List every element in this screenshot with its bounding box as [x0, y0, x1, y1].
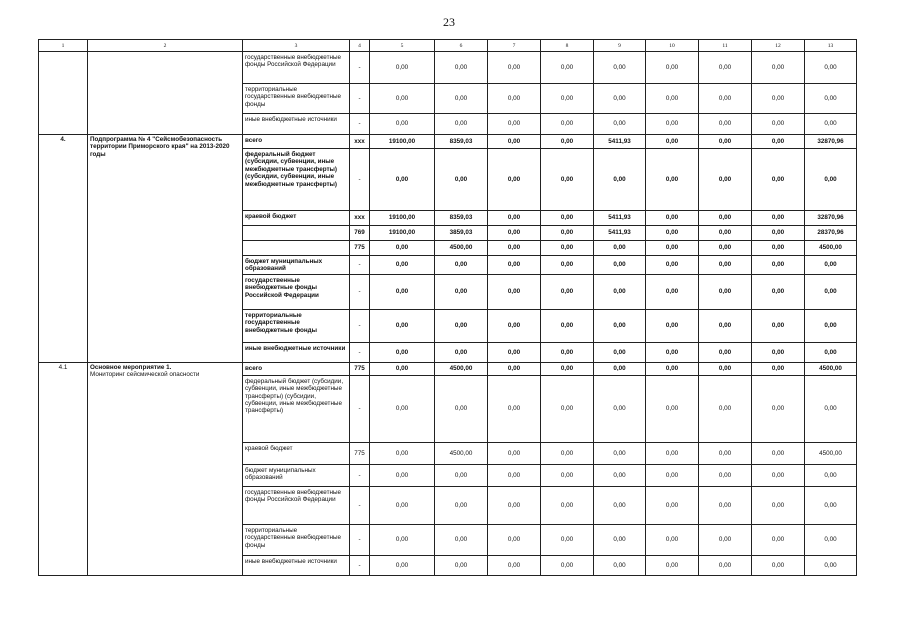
item-number	[39, 52, 88, 135]
value-cell: 0,00	[646, 135, 699, 149]
value-cell: 0,00	[541, 52, 594, 84]
value-cell: 0,00	[699, 226, 752, 241]
budget-code: -	[350, 84, 370, 114]
header-cell: 10	[646, 40, 699, 52]
value-cell: 4500,00	[435, 241, 488, 256]
value-cell: 0,00	[370, 241, 435, 256]
value-cell: 0,00	[805, 149, 857, 211]
funding-source: федеральный бюджет (субсидии, субвенции, иные межбюджетные трансферты) (субсидии, субвенции, иные межбюджетные трансферты)	[243, 375, 350, 442]
budget-code: -	[350, 486, 370, 524]
budget-code: 775	[350, 241, 370, 256]
item-number: 4.1	[39, 362, 88, 575]
value-cell: 0,00	[699, 442, 752, 464]
value-cell: 0,00	[699, 464, 752, 486]
value-cell: 0,00	[370, 309, 435, 342]
item-name	[88, 362, 243, 575]
value-cell: 0,00	[594, 84, 646, 114]
funding-source: иные внебюджетные источники	[243, 114, 350, 135]
value-cell: 0,00	[541, 114, 594, 135]
value-cell: 0,00	[370, 486, 435, 524]
value-cell: 0,00	[752, 241, 805, 256]
value-cell: 0,00	[752, 342, 805, 362]
funding-source: иные внебюджетные источники	[243, 555, 350, 575]
budget-code: ххх	[350, 211, 370, 226]
budget-code: 775	[350, 442, 370, 464]
value-cell: 0,00	[370, 362, 435, 375]
funding-source: государственные внебюджетные фонды Российской Федерации	[243, 486, 350, 524]
funding-source	[243, 241, 350, 256]
value-cell: 0,00	[699, 486, 752, 524]
value-cell: 0,00	[699, 52, 752, 84]
value-cell: 0,00	[646, 342, 699, 362]
value-cell: 0,00	[646, 362, 699, 375]
value-cell: 0,00	[752, 464, 805, 486]
funding-source: федеральный бюджет (субсидии, субвенции, иные межбюджетные трансферты) (субсидии, субвенции, иные межбюджетные трансферты)	[243, 149, 350, 211]
value-cell: 0,00	[646, 149, 699, 211]
value-cell: 0,00	[699, 362, 752, 375]
value-cell: 0,00	[646, 52, 699, 84]
header-row	[39, 40, 857, 52]
funding-source: территориальные государственные внебюджетные фонды	[243, 84, 350, 114]
value-cell: 0,00	[805, 486, 857, 524]
value-cell: 0,00	[435, 524, 488, 555]
value-cell: 0,00	[488, 555, 541, 575]
value-cell: 0,00	[699, 149, 752, 211]
header-cell: 13	[805, 40, 857, 52]
value-cell: 0,00	[488, 524, 541, 555]
budget-code: -	[350, 555, 370, 575]
funding-source	[243, 226, 350, 241]
header-cell: 11	[699, 40, 752, 52]
value-cell: 0,00	[805, 52, 857, 84]
value-cell: 0,00	[646, 486, 699, 524]
value-cell: 0,00	[752, 226, 805, 241]
header-cell: 9	[594, 40, 646, 52]
value-cell: 19100,00	[370, 226, 435, 241]
value-cell: 0,00	[805, 375, 857, 442]
value-cell: 0,00	[805, 256, 857, 275]
value-cell: 0,00	[541, 464, 594, 486]
value-cell: 0,00	[370, 524, 435, 555]
value-cell: 0,00	[699, 375, 752, 442]
funding-source: территориальные государственные внебюджетные фонды	[243, 524, 350, 555]
value-cell: 0,00	[488, 375, 541, 442]
value-cell: 0,00	[435, 114, 488, 135]
funding-source: бюджет муниципальных образований	[243, 256, 350, 275]
budget-code: -	[350, 524, 370, 555]
value-cell: 0,00	[541, 375, 594, 442]
value-cell: 0,00	[699, 211, 752, 226]
value-cell: 0,00	[752, 114, 805, 135]
value-cell: 8359,03	[435, 211, 488, 226]
value-cell: 0,00	[805, 84, 857, 114]
value-cell: 0,00	[435, 486, 488, 524]
value-cell: 0,00	[699, 342, 752, 362]
value-cell: 0,00	[752, 442, 805, 464]
funding-source: краевой бюджет	[243, 211, 350, 226]
value-cell: 0,00	[488, 241, 541, 256]
value-cell: 0,00	[752, 524, 805, 555]
value-cell: 0,00	[541, 256, 594, 275]
value-cell: 32870,96	[805, 135, 857, 149]
value-cell: 0,00	[805, 555, 857, 575]
value-cell: 0,00	[646, 442, 699, 464]
value-cell: 0,00	[488, 114, 541, 135]
value-cell: 0,00	[594, 241, 646, 256]
value-cell: 0,00	[752, 274, 805, 309]
value-cell: 0,00	[646, 84, 699, 114]
value-cell: 4500,00	[805, 362, 857, 375]
value-cell: 0,00	[594, 114, 646, 135]
funding-source: краевой бюджет	[243, 442, 350, 464]
value-cell: 0,00	[370, 52, 435, 84]
item-name-text: Подпрограмма № 4 "Сейсмобезопасность территории Приморского края" на 2013-2020 годы	[90, 136, 230, 158]
value-cell: 8359,03	[435, 135, 488, 149]
value-cell: 0,00	[752, 309, 805, 342]
budget-code: -	[350, 375, 370, 442]
value-cell: 0,00	[488, 149, 541, 211]
value-cell: 19100,00	[370, 211, 435, 226]
value-cell: 5411,93	[594, 226, 646, 241]
value-cell: 0,00	[805, 524, 857, 555]
value-cell: 0,00	[488, 342, 541, 362]
header-cell: 5	[370, 40, 435, 52]
value-cell: 19100,00	[370, 135, 435, 149]
value-cell: 4500,00	[435, 362, 488, 375]
budget-code: -	[350, 464, 370, 486]
value-cell: 0,00	[646, 226, 699, 241]
value-cell: 0,00	[541, 362, 594, 375]
value-cell: 0,00	[370, 114, 435, 135]
item-name	[88, 52, 243, 135]
value-cell: 0,00	[488, 464, 541, 486]
budget-code: 769	[350, 226, 370, 241]
value-cell: 0,00	[370, 555, 435, 575]
table-body	[39, 40, 857, 576]
header-cell: 8	[541, 40, 594, 52]
budget-code: -	[350, 274, 370, 309]
value-cell: 28370,96	[805, 226, 857, 241]
value-cell: 4500,00	[435, 442, 488, 464]
value-cell: 0,00	[752, 256, 805, 275]
value-cell: 0,00	[541, 309, 594, 342]
value-cell: 0,00	[805, 274, 857, 309]
value-cell: 0,00	[752, 52, 805, 84]
value-cell: 0,00	[370, 149, 435, 211]
item-name-text: Основное мероприятие 1.	[90, 363, 172, 371]
value-cell: 0,00	[805, 309, 857, 342]
value-cell: 0,00	[752, 84, 805, 114]
value-cell: 0,00	[541, 486, 594, 524]
value-cell: 0,00	[541, 342, 594, 362]
value-cell: 0,00	[752, 211, 805, 226]
value-cell: 5411,93	[594, 135, 646, 149]
funding-source: государственные внебюджетные фонды Российской Федерации	[243, 52, 350, 84]
value-cell: 0,00	[699, 524, 752, 555]
value-cell: 0,00	[435, 84, 488, 114]
value-cell: 0,00	[699, 555, 752, 575]
value-cell: 0,00	[435, 375, 488, 442]
value-cell: 0,00	[699, 309, 752, 342]
value-cell: 0,00	[370, 256, 435, 275]
budget-code: -	[350, 114, 370, 135]
value-cell: 4500,00	[805, 442, 857, 464]
funding-source: бюджет муниципальных образований	[243, 464, 350, 486]
value-cell: 0,00	[594, 309, 646, 342]
value-cell: 0,00	[435, 464, 488, 486]
value-cell: 0,00	[488, 135, 541, 149]
value-cell: 32870,96	[805, 211, 857, 226]
value-cell: 0,00	[541, 149, 594, 211]
value-cell: 0,00	[488, 256, 541, 275]
value-cell: 0,00	[541, 226, 594, 241]
value-cell: 0,00	[752, 375, 805, 442]
value-cell: 0,00	[646, 464, 699, 486]
value-cell: 0,00	[646, 375, 699, 442]
value-cell: 0,00	[752, 135, 805, 149]
value-cell: 5411,93	[594, 211, 646, 226]
value-cell: 0,00	[646, 211, 699, 226]
value-cell: 0,00	[594, 362, 646, 375]
value-cell: 0,00	[370, 274, 435, 309]
value-cell: 0,00	[435, 149, 488, 211]
value-cell: 0,00	[594, 442, 646, 464]
value-cell: 0,00	[488, 442, 541, 464]
budget-code: -	[350, 309, 370, 342]
value-cell: 0,00	[488, 274, 541, 309]
value-cell: 0,00	[370, 442, 435, 464]
value-cell: 0,00	[805, 342, 857, 362]
page-number: 23	[443, 15, 455, 29]
value-cell: 0,00	[752, 555, 805, 575]
value-cell: 0,00	[805, 464, 857, 486]
value-cell: 0,00	[541, 84, 594, 114]
budget-code: ххх	[350, 135, 370, 149]
value-cell: 4500,00	[805, 241, 857, 256]
value-cell: 0,00	[699, 256, 752, 275]
value-cell: 0,00	[646, 274, 699, 309]
header-cell: 2	[88, 40, 243, 52]
budget-code: -	[350, 256, 370, 275]
value-cell: 0,00	[541, 274, 594, 309]
value-cell: 0,00	[646, 114, 699, 135]
value-cell: 0,00	[370, 375, 435, 442]
value-cell: 0,00	[646, 241, 699, 256]
header-cell: 1	[39, 40, 88, 52]
value-cell: 0,00	[646, 524, 699, 555]
value-cell: 0,00	[435, 256, 488, 275]
value-cell: 0,00	[541, 135, 594, 149]
value-cell: 0,00	[435, 342, 488, 362]
value-cell: 0,00	[370, 84, 435, 114]
value-cell: 0,00	[488, 211, 541, 226]
value-cell: 0,00	[752, 362, 805, 375]
value-cell: 0,00	[488, 309, 541, 342]
value-cell: 0,00	[435, 555, 488, 575]
value-cell: 0,00	[541, 442, 594, 464]
value-cell: 0,00	[594, 274, 646, 309]
value-cell: 0,00	[646, 256, 699, 275]
value-cell: 0,00	[594, 342, 646, 362]
budget-code: 775	[350, 362, 370, 375]
value-cell: 0,00	[594, 149, 646, 211]
value-cell: 0,00	[370, 464, 435, 486]
value-cell: 0,00	[594, 256, 646, 275]
header-cell: 6	[435, 40, 488, 52]
value-cell: 0,00	[488, 226, 541, 241]
value-cell: 0,00	[541, 555, 594, 575]
funding-table	[38, 39, 857, 576]
header-cell: 12	[752, 40, 805, 52]
item-name-subtext: Мониторинг сейсмической опасности	[90, 371, 200, 379]
funding-source: государственные внебюджетные фонды Российской Федерации	[243, 274, 350, 309]
value-cell: 0,00	[594, 555, 646, 575]
table-row	[39, 52, 857, 84]
value-cell: 0,00	[594, 524, 646, 555]
table-row	[39, 135, 857, 149]
item-number: 4.	[39, 135, 88, 363]
value-cell: 0,00	[699, 274, 752, 309]
value-cell: 0,00	[541, 211, 594, 226]
value-cell: 0,00	[541, 241, 594, 256]
funding-source: всего	[243, 135, 350, 149]
value-cell: 0,00	[488, 362, 541, 375]
budget-code: -	[350, 149, 370, 211]
value-cell: 0,00	[646, 555, 699, 575]
budget-code: -	[350, 52, 370, 84]
value-cell: 0,00	[370, 342, 435, 362]
value-cell: 0,00	[594, 464, 646, 486]
value-cell: 0,00	[646, 309, 699, 342]
value-cell: 0,00	[805, 114, 857, 135]
value-cell: 0,00	[594, 486, 646, 524]
value-cell: 0,00	[435, 274, 488, 309]
value-cell: 0,00	[752, 149, 805, 211]
value-cell: 0,00	[752, 486, 805, 524]
value-cell: 0,00	[699, 241, 752, 256]
funding-source: территориальные государственные внебюджетные фонды	[243, 309, 350, 342]
item-name	[88, 135, 243, 363]
value-cell: 0,00	[488, 486, 541, 524]
value-cell: 0,00	[488, 52, 541, 84]
header-cell: 7	[488, 40, 541, 52]
value-cell: 0,00	[488, 84, 541, 114]
funding-source: всего	[243, 362, 350, 375]
value-cell: 0,00	[699, 114, 752, 135]
budget-code: -	[350, 342, 370, 362]
header-cell: 3	[243, 40, 350, 52]
value-cell: 0,00	[699, 84, 752, 114]
value-cell: 0,00	[594, 52, 646, 84]
value-cell: 3859,03	[435, 226, 488, 241]
value-cell: 0,00	[541, 524, 594, 555]
value-cell: 0,00	[594, 375, 646, 442]
funding-source: иные внебюджетные источники	[243, 342, 350, 362]
value-cell: 0,00	[435, 52, 488, 84]
value-cell: 0,00	[435, 309, 488, 342]
value-cell: 0,00	[699, 135, 752, 149]
header-cell: 4	[350, 40, 370, 52]
table-row	[39, 362, 857, 375]
